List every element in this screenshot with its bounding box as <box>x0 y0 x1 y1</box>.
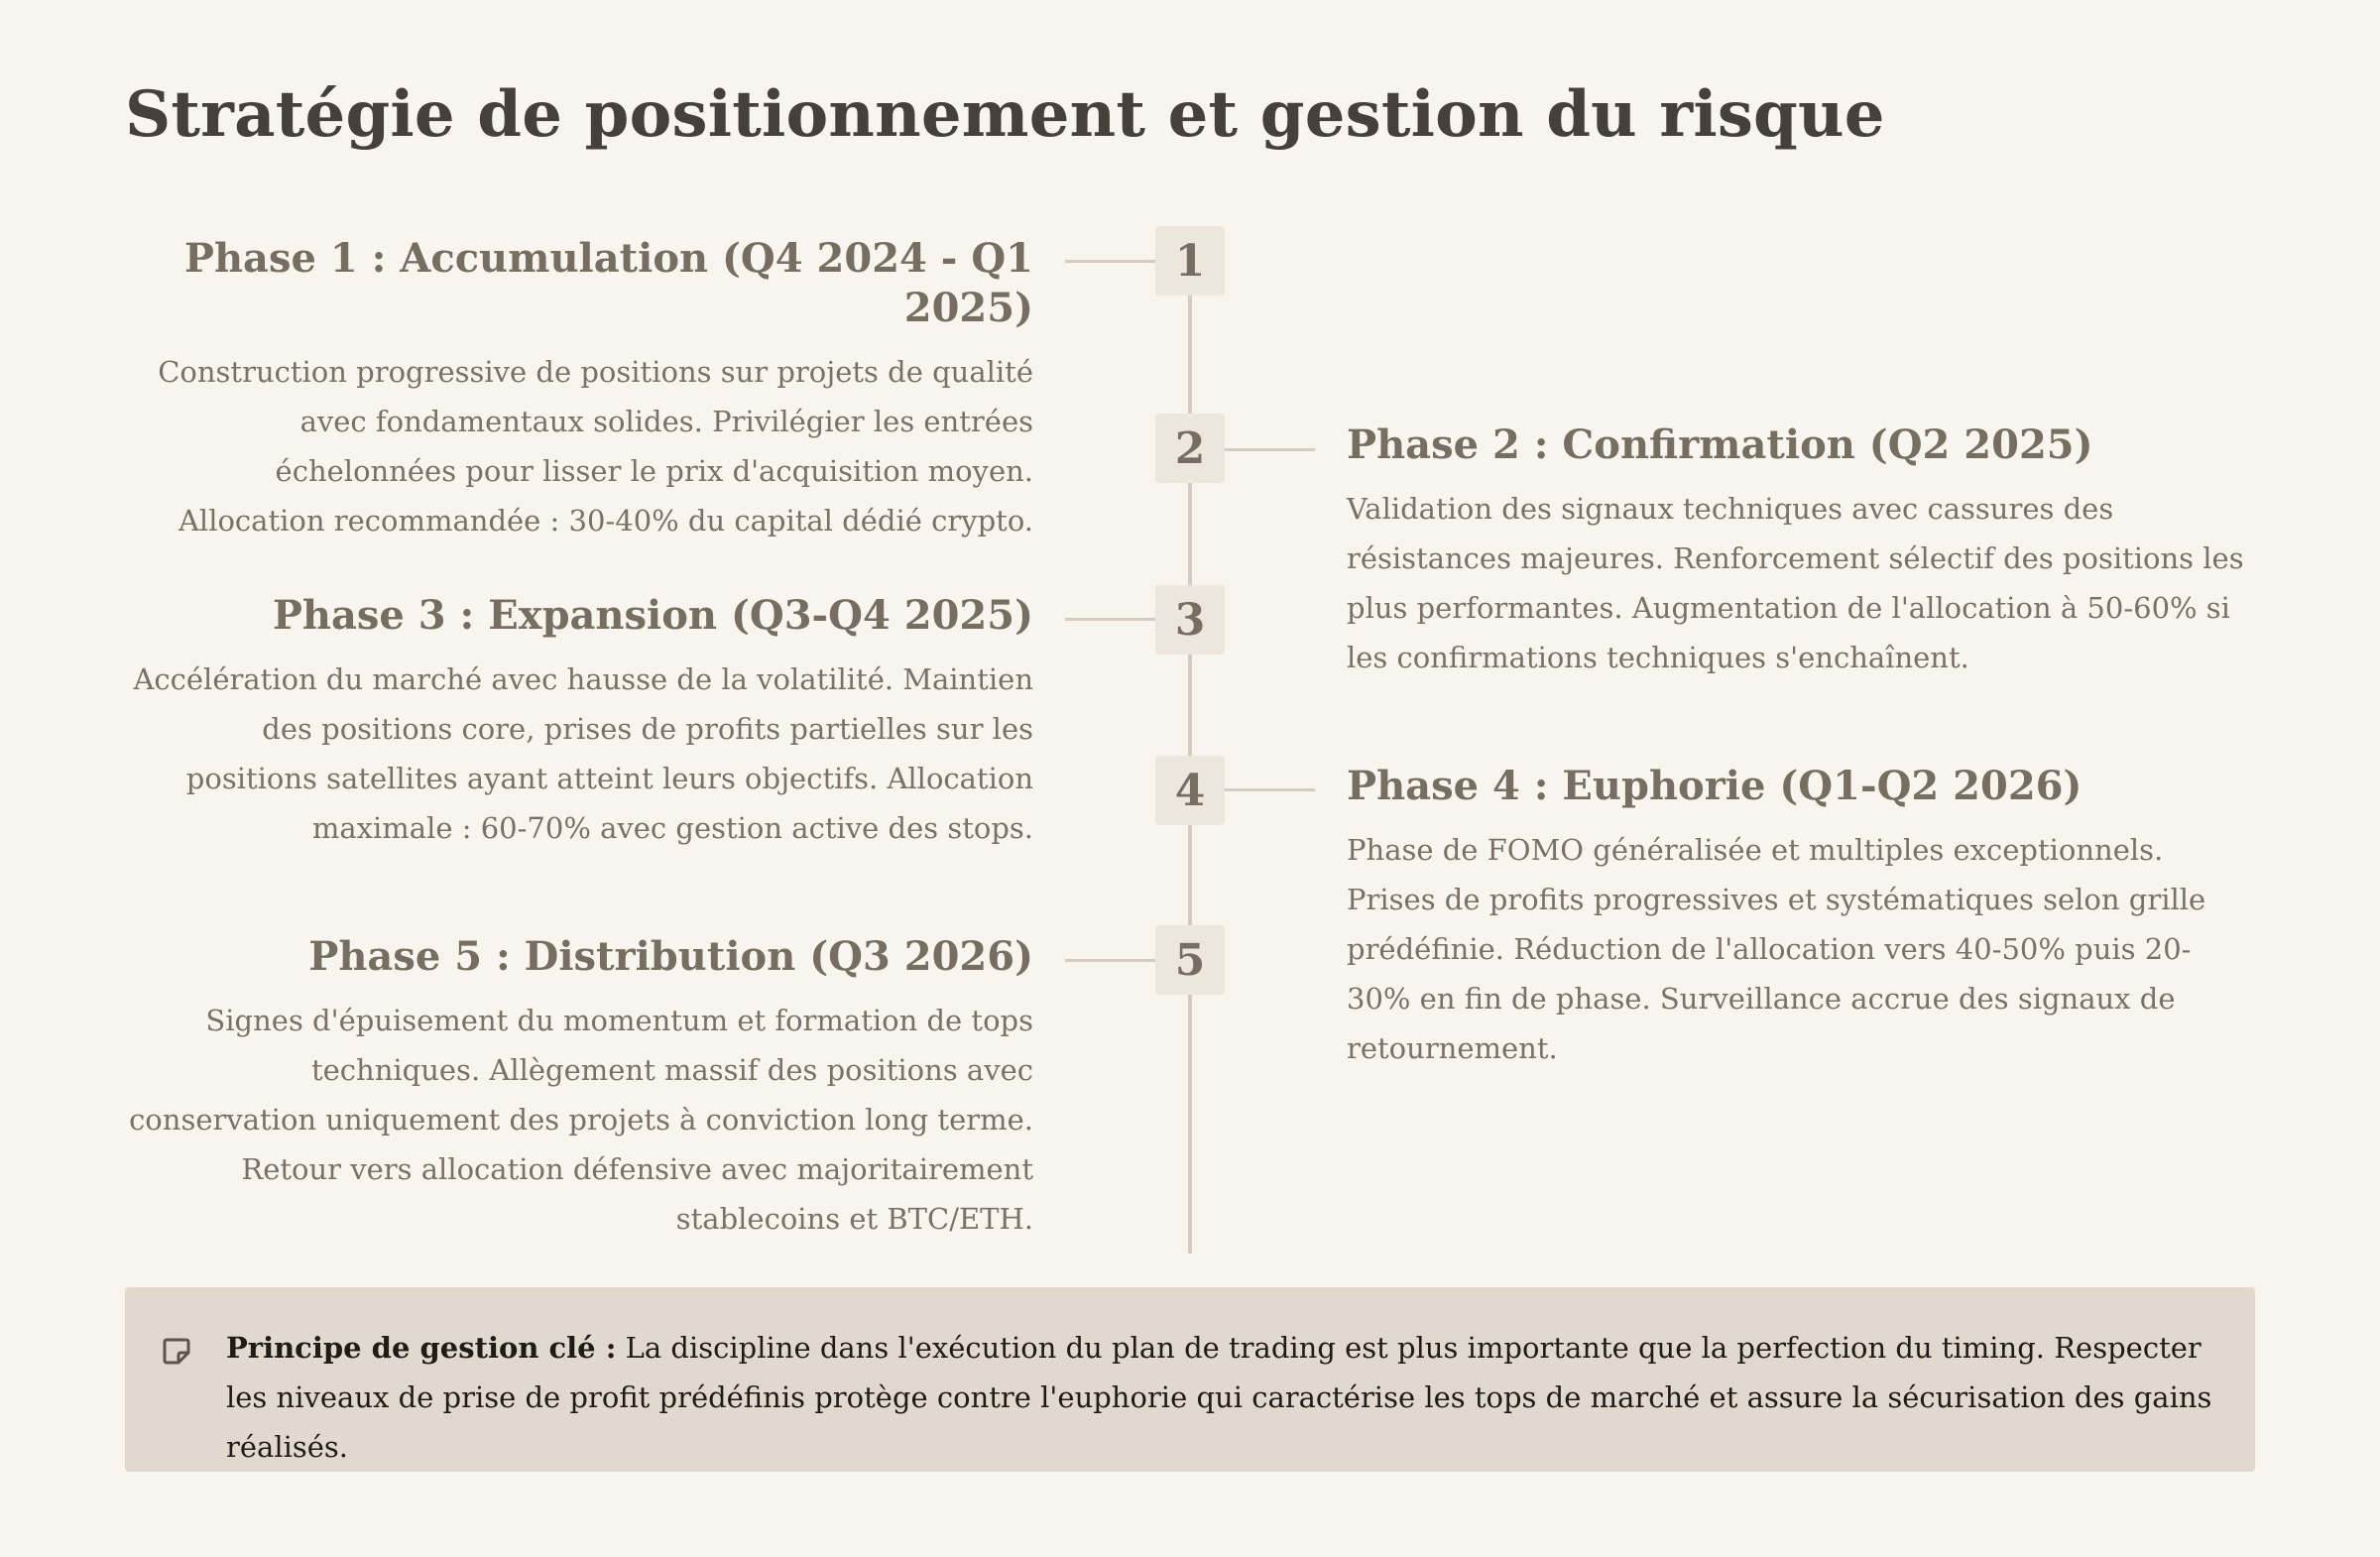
phase-number-badge: 4 <box>1155 756 1225 825</box>
note-text <box>226 1323 2219 1472</box>
phase-title: Phase 4 : Euphorie (Q1-Q2 2026) <box>1347 763 2082 809</box>
note-body: La discipline dans l'exécution du plan de trading est plus importante que la perfection du timing. Respecter les niveaux de prise de profit prédéfinis protège contre l'euphorie qui caractérise les tops de marché et assure la sécurisation des gains réalisés. <box>226 1331 2212 1464</box>
connector-phase-3 <box>1065 618 1155 621</box>
connector-phase-1 <box>1065 260 1155 263</box>
phase-number-badge: 1 <box>1155 226 1225 296</box>
page-title: Stratégie de positionnement et gestion du risque <box>125 77 1885 152</box>
key-principle-note <box>125 1287 2255 1472</box>
phase-title: Phase 3 : Expansion (Q3-Q4 2025) <box>272 592 1033 639</box>
phase-title: Phase 2 : Confirmation (Q2 2025) <box>1347 421 2093 468</box>
phase-description: Validation des signaux techniques avec cassures des résistances majeures. Renforcement sélectif des positions les plus performantes. Augmentation de l'allocation à 50-60% si les confirmations techniques s'enchaînent. <box>1347 492 2244 674</box>
note-icon <box>161 1335 192 1367</box>
phase-title: Phase 1 : Accumulation (Q4 2024 - Q1 2025) <box>183 235 1033 331</box>
phase-description: Signes d'épuisement du momentum et formation de tops techniques. Allègement massif des positions avec conservation uniquement des projets à conviction long terme. Retour vers allocation défensive avec majoritairement stablecoins et BTC/ETH. <box>129 1004 1033 1236</box>
phase-2 <box>1347 420 2249 682</box>
phase-number-badge: 2 <box>1155 414 1225 483</box>
phase-description: Accélération du marché avec hausse de la volatilité. Maintien des positions core, prises de profits partielles sur les positions satellites ayant atteint leurs objectifs. Allocation maximale : 60-70% avec gestion active des stops. <box>133 662 1033 845</box>
note-label: Principe de gestion clé : <box>226 1331 617 1365</box>
connector-phase-4 <box>1225 788 1315 791</box>
phase-3 <box>125 591 1033 853</box>
connector-phase-5 <box>1065 959 1155 962</box>
phase-number-badge: 3 <box>1155 585 1225 655</box>
phase-5 <box>125 932 1033 1244</box>
phase-title: Phase 5 : Distribution (Q3 2026) <box>308 933 1033 980</box>
phase-4 <box>1347 762 2249 1073</box>
phase-1 <box>125 234 1033 545</box>
phase-description: Construction progressive de positions sur projets de qualité avec fondamentaux solides. Privilégier les entrées échelonnées pour lisser le prix d'acquisition moyen. Allocation recommandée : 30-40% du capital dédié crypto. <box>158 355 1033 538</box>
connector-phase-2 <box>1225 448 1315 451</box>
phase-description: Phase de FOMO généralisée et multiples exceptionnels. Prises de profits progressives et systématiques selon grille prédéfinie. Réduction de l'allocation vers 40-50% puis 20-30% en fin de phase. Surveillance accrue des signaux de retournement. <box>1347 833 2206 1065</box>
phase-number-badge: 5 <box>1155 925 1225 995</box>
